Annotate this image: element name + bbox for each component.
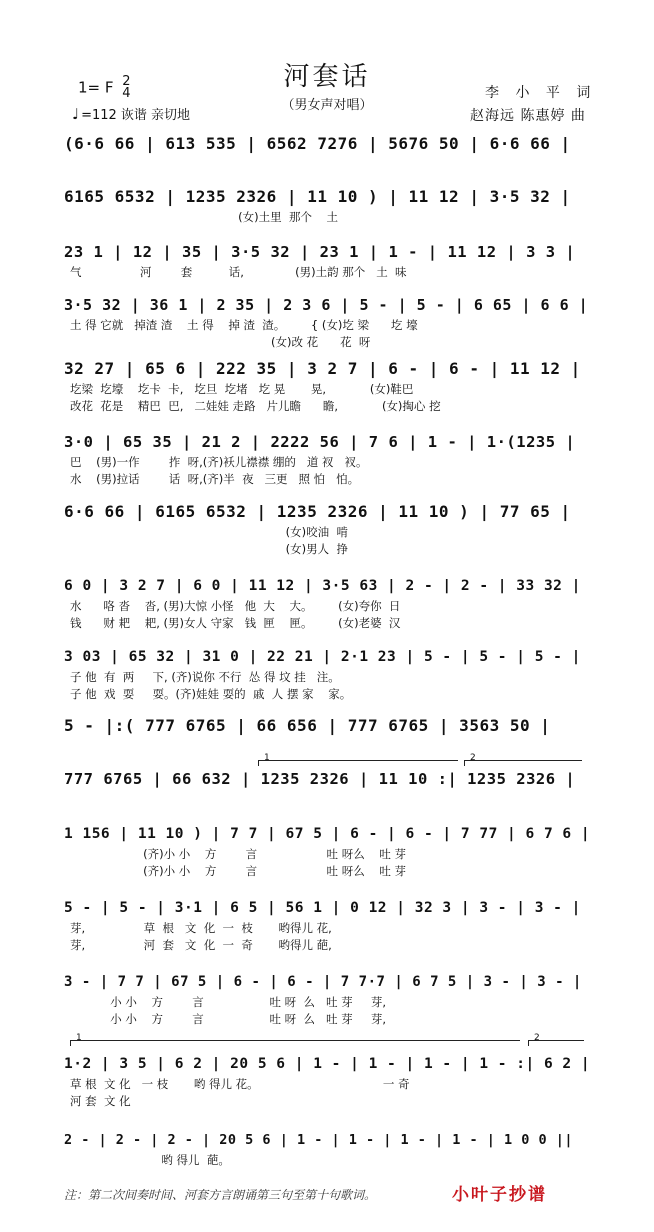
notation-line: 1·2 | 3 5 | 6 2 | 20 5 6 | 1 - | 1 - | 1 - | 1 - :| 6 2 |	[64, 1056, 591, 1072]
lyric-line: 子 他 有 两 下, (齐)说你 不行 怂 得 坟 挂 注。	[70, 670, 340, 684]
notation-line: 3·0 | 65 35 | 21 2 | 2222 56 | 7 6 | 1 - | 1·(1235 |	[64, 433, 576, 451]
score-system	[64, 1052, 590, 1110]
lyric-line: 芽, 草 根 文 化 一 枝 哟得儿 花,	[70, 921, 332, 935]
first-ending-bracket	[258, 753, 458, 763]
score-system	[64, 714, 590, 738]
song-title: 河套话	[283, 62, 371, 92]
tempo-text: =112 诙谐 亲切地	[81, 108, 191, 123]
lyric-line: (女)男人 挣	[70, 542, 348, 556]
notation-line: 32 27 | 65 6 | 222 35 | 3 2 7 | 6 - | 6 - | 11 12 |	[64, 359, 581, 378]
lyric-line: (齐)小 小 方 言 吐 呀么 吐 芽	[70, 847, 406, 861]
score-system	[64, 970, 590, 1028]
footer-note: 注：第二次间奏时间、河套方言朗诵第三句至第十句歌词。	[64, 1188, 377, 1202]
notation-line: 6·6 66 | 6165 6532 | 1235 2326 | 11 10 ) | 77 65 |	[64, 502, 571, 521]
score-system	[64, 1128, 590, 1169]
time-top: 2	[122, 74, 131, 89]
second-ending-label-2: 2	[534, 1033, 540, 1043]
score-system	[64, 822, 590, 880]
notation-line: 5 - | 5 - | 3·1 | 6 5 | 56 1 | 0 12 | 32 3 | 3 - | 3 - |	[64, 900, 581, 916]
lyric-line: (女)土里 那个 土	[70, 210, 339, 224]
notation-line: 1 156 | 11 10 ) | 7 7 | 67 5 | 6 - | 6 - | 7 77 | 6 7 6 |	[64, 826, 591, 842]
lyric-line: 子 他 戏 耍 耍。(齐)娃娃 耍的 戚 人 摆 家 家。	[70, 687, 352, 701]
lyric-line: 水 (男)拉话 话 呀,(齐)半 夜 三更 照 怕 怕。	[70, 472, 360, 486]
lyric-line: 河 套 文 化	[70, 1094, 131, 1108]
lyric-line: 芽, 河 套 文 化 一 奇 哟得儿 葩,	[70, 938, 332, 952]
score-system	[64, 896, 590, 954]
lyric-line: 气 河 套 话, (男)土韵 那个 土 味	[70, 265, 407, 279]
second-ending-bracket-2	[528, 1033, 584, 1043]
lyric-line: 改花 花是 精巴 巴, 二娃娃 走路 片儿瞻 瞻, (女)掏心 挖	[70, 399, 441, 413]
time-bottom: 4	[122, 86, 131, 101]
notation-line: 6165 6532 | 1235 2326 | 11 10 ) | 11 12 | 3·5 32 |	[64, 187, 571, 206]
score-system	[64, 293, 590, 351]
score-system	[64, 185, 590, 226]
lyric-line: (女)改 花 花 呀	[70, 335, 371, 349]
notation-line: 3 - | 7 7 | 67 5 | 6 - | 6 - | 7 7·7 | 6 7 5 | 3 - | 3 - |	[64, 974, 582, 990]
lyric-line: 水 咯 沓 沓, (男)大惊 小怪 他 大 大。 (女)夸你 日	[70, 599, 401, 613]
notation-line: 5 - |:( 777 6765 | 66 656 | 777 6765 | 3563 50 |	[64, 716, 551, 735]
first-ending-label: 1	[264, 753, 270, 763]
lyric-line: 巴 (男)一作 拃 呀,(齐)袄儿襟襟 绷的 道 衩 衩。	[70, 455, 368, 469]
score-system	[64, 767, 590, 791]
key-text: 1= F	[78, 78, 114, 97]
second-ending-label: 2	[470, 753, 476, 763]
lyric-line: 钱 财 耙 耙, (男)女人 守家 钱 匣 匣。 (女)老婆 汉	[70, 616, 401, 630]
lyric-line: 小 小 方 言 吐 呀 么 吐 芽 芽,	[70, 1012, 387, 1026]
lyric-line: (女)咬油 啃	[70, 525, 348, 539]
second-ending-bracket	[464, 753, 582, 763]
score-system	[64, 357, 590, 415]
notation-line: 3·5 32 | 36 1 | 2 35 | 2 3 6 | 5 - | 5 - | 6 65 | 6 6 |	[64, 296, 589, 314]
first-ending-label-2: 1	[76, 1033, 82, 1043]
score-system	[64, 132, 590, 156]
notation-line: 23 1 | 12 | 35 | 3·5 32 | 23 1 | 1 - | 11 12 | 3 3 |	[64, 243, 576, 261]
notation-line: 2 - | 2 - | 2 - | 20 5 6 | 1 - | 1 - | 1 - | 1 - | 1 0 0 ||	[64, 1132, 574, 1148]
composer-credit: 赵海远 陈惠婷 曲	[470, 108, 586, 124]
quarter-note-icon: ♩	[72, 105, 80, 123]
song-subtitle: （男女声对唱）	[281, 98, 373, 113]
score-system	[64, 500, 590, 558]
lyric-line: (齐)小 小 方 言 吐 呀么 吐 芽	[70, 864, 406, 878]
notation-line: 3 03 | 65 32 | 31 0 | 22 21 | 2·1 23 | 5 - | 5 - | 5 - |	[64, 649, 581, 665]
transcriber-signature: 小叶子抄谱	[452, 1185, 547, 1205]
notation-line: (6·6 66 | 613 535 | 6562 7276 | 5676 50 | 6·6 66 |	[64, 134, 571, 153]
lyric-line: 哟 得儿 葩。	[70, 1153, 230, 1167]
lyricist-credit: 李 小 平 词	[485, 85, 592, 101]
notation-line: 6 0 | 3 2 7 | 6 0 | 11 12 | 3·5 63 | 2 - | 2 - | 33 32 |	[64, 578, 581, 594]
first-ending-bracket-2	[70, 1033, 520, 1043]
score-system	[64, 240, 590, 281]
lyric-line: 圪梁 圪壕 圪卡 卡, 圪旦 圪堵 圪 晃 晃, (女)鞋巴	[70, 382, 414, 396]
score-system	[64, 430, 590, 488]
score-system	[64, 574, 590, 632]
score-system	[64, 645, 590, 703]
lyric-line: 小 小 方 言 吐 呀 么 吐 芽 芽,	[70, 995, 387, 1009]
lyric-line: 草 根 文 化 一 枝 哟 得儿 花。 一 奇	[70, 1077, 410, 1091]
lyric-line: 土 得 它就 掉渣 渣 土 得 掉 渣 渣。 { (女)圪 梁 圪 壕	[70, 318, 418, 332]
notation-line: 777 6765 | 66 632 | 1235 2326 | 11 10 :| 1235 2326 |	[64, 770, 576, 788]
